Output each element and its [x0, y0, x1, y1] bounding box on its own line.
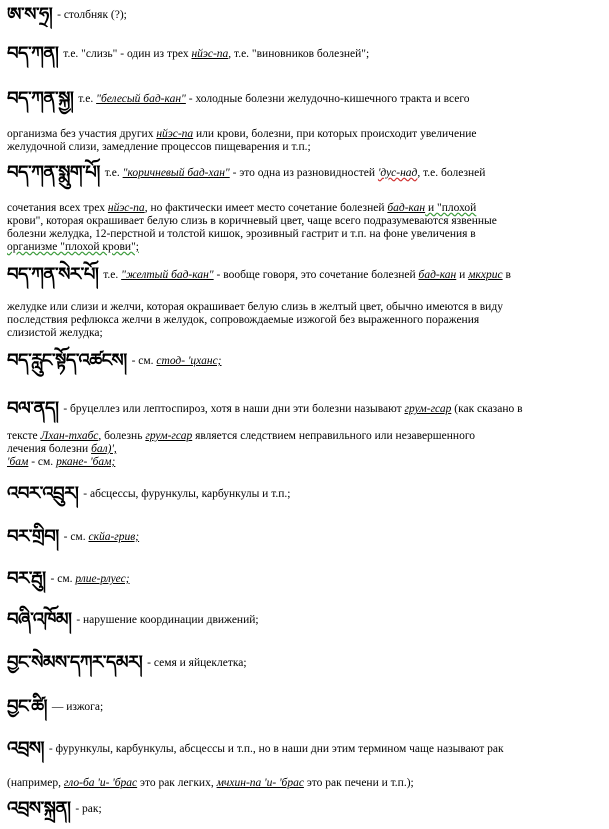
continuation-line: [7, 314, 607, 328]
entry-bar-grib: [7, 526, 140, 547]
tibetan-term: བཞི་འཁོམ།: [7, 609, 72, 630]
definition-text: - рак;: [72, 803, 102, 815]
entry-badkan-mug: [7, 162, 486, 183]
text-segment: (например,: [7, 777, 64, 789]
text-segment: желудке или слизи и желчи, которая окрашивает белую слизь в желтый цвет, обычно имеются в виду: [7, 301, 503, 313]
definition-text: т.е.: [100, 269, 122, 281]
continuation-line: [7, 327, 607, 341]
tibetan-term: བྱང་ཚི།: [7, 696, 48, 717]
definition-text: - холодные болезни желудочно-кишечного тракта и всего: [185, 93, 470, 105]
entry-bar-rbu: [7, 568, 130, 589]
entry-bzhi-khom: [7, 609, 259, 630]
term-mkhris: мкхрис: [468, 269, 503, 281]
entry-badkan: [7, 43, 370, 64]
definition-text: , т.е. болезней: [417, 167, 486, 179]
tibetan-term: ཨ་ས་ཧྲ།: [7, 4, 53, 25]
definition-text: - столбняк (?);: [54, 9, 127, 21]
term-mchin-pa-bras: мчхин-па 'и- 'брас: [216, 777, 304, 789]
tibetan-term: བལ་ནད།: [7, 398, 59, 419]
tibetan-term: བད་ཀན་སྨུག་པོ།: [7, 162, 100, 183]
term-grum-gsar: грум-гсар: [145, 430, 193, 442]
entry-badkan-kya: [7, 88, 470, 109]
tibetan-term: བྱང་སེམས་དཀར་དམར།: [7, 652, 143, 673]
tibetan-term: བར་རྦུ།: [7, 568, 46, 589]
tibetan-term: འབྲས་སྐྲན།: [7, 798, 71, 819]
tibetan-term: བད་རླུང་སྟོད་འཚངས།: [7, 350, 127, 371]
term-dus-nad: 'дус-над: [377, 167, 418, 179]
definition-text: - бруцеллез или лептоспироз, хотя в наши дни эти болезни называют: [60, 403, 405, 415]
entry-stolbnyak: [7, 4, 127, 25]
term-rkane-bam: ркане- 'бам;: [56, 456, 116, 468]
text-segment: организма без участия других: [7, 128, 157, 140]
definition-text: - см.: [47, 573, 76, 585]
term-grum-gsar: грум-гсар: [404, 403, 452, 415]
text-segment: является следствием неправильного или незавершенного: [192, 430, 476, 442]
term-korichn-badhan: "коричневый бад-хан": [122, 167, 230, 179]
term-rlie-rlues: рлие-рлуес;: [75, 573, 130, 585]
text-segment: организме "плохой крови";: [7, 241, 139, 253]
definition-text: - вообще говоря, это сочетание болезней: [213, 269, 419, 281]
text-segment: , но фактически имеет место сочетание болезней: [144, 202, 388, 214]
term-beles-badkan: "белесый бад-кан": [96, 93, 186, 105]
definition-text: в: [502, 269, 511, 281]
term-glo-ba-bras: гло-ба 'и- 'брас: [63, 777, 138, 789]
text-segment: тексте: [7, 430, 41, 442]
term-nyespa: нйэс-па: [107, 202, 145, 214]
text-segment: болезни желудка, 12-перстной и толстой кишок, эрозивный гастрит и т.п. на фоне увеличения в: [7, 228, 476, 240]
term-badkan: бад-кан: [387, 202, 426, 214]
entry-byang-tshi: [7, 696, 104, 717]
tibetan-term: འབར་འབྲུར།: [7, 483, 79, 504]
continuation-line: [7, 228, 607, 242]
continuation-line: [7, 128, 607, 142]
definition-text: т.е. "слизь" - один из трех: [60, 48, 192, 60]
continuation-line: [7, 430, 607, 444]
term-bal: бал)',: [91, 443, 117, 455]
definition-text: т.е.: [75, 93, 97, 105]
definition-text: — изжога;: [49, 701, 104, 713]
continuation-line: [7, 202, 607, 216]
definition-text: - нарушение координации движений;: [73, 614, 259, 626]
entry-bras-skran: [7, 798, 102, 819]
tibetan-term: བར་གྲིབ།: [7, 526, 59, 547]
definition-text: т.е.: [101, 167, 123, 179]
tibetan-term: བད་ཀན་སྐྱ།: [7, 88, 74, 109]
continuation-line: [7, 301, 607, 315]
definition-text: - см.: [60, 531, 89, 543]
tibetan-term: བད་ཀན་སེར་པོ།: [7, 264, 99, 285]
tibetan-term: བད་ཀན།: [7, 43, 59, 64]
term-bam: 'бам: [7, 456, 29, 468]
definition-text: - это одна из разновидностей: [229, 167, 378, 179]
continuation-line: [7, 215, 607, 229]
continuation-line: [7, 241, 607, 255]
definition-text: , т.е. "виновников болезней";: [228, 48, 370, 60]
continuation-line: [7, 443, 607, 457]
continuation-line: [7, 777, 607, 791]
text-segment: слизистой желудка;: [7, 327, 103, 339]
text-segment: или крови, болезни, при которых происходит увеличение: [193, 128, 477, 140]
text-segment: сочетания всех трех: [7, 202, 108, 214]
text-segment: последствия рефлюкса желчи в желудок, сопровождаемые изжогой без выраженного поражения: [7, 314, 480, 326]
continuation-line: [7, 141, 607, 155]
continuation-line: [7, 456, 607, 470]
text-segment: лечения болезни: [7, 443, 92, 455]
entry-bal-nad: [7, 398, 523, 419]
term-badkan: бад-кан: [418, 269, 457, 281]
term-nyespa: нйэс-па: [156, 128, 194, 140]
entry-bar-brur: [7, 483, 291, 504]
entry-bras: [7, 738, 504, 759]
tibetan-term: འབྲས།: [7, 738, 45, 759]
text-segment: и "плохой: [425, 202, 477, 214]
definition-text: и: [456, 269, 469, 281]
entry-badkan-ser: [7, 264, 511, 285]
definition-text: - абсцессы, фурункулы, карбункулы и т.п.;: [80, 488, 291, 500]
text-segment: это рак печени и т.п.);: [303, 777, 414, 789]
term-nyespa: нйэс-па: [191, 48, 229, 60]
text-segment: , болезнь: [98, 430, 146, 442]
text-segment: желудочной слизи, замедление процессов пищеварения и т.п.;: [7, 141, 311, 153]
text-segment: это рак легких,: [137, 777, 217, 789]
term-stod-tshans: стод- 'цханс;: [156, 355, 222, 367]
definition-text: (как сказано в: [451, 403, 523, 415]
term-zhelt-badkan: "желтый бад-кан": [121, 269, 214, 281]
text-segment: - см.: [28, 456, 57, 468]
definition-text: - см.: [128, 355, 157, 367]
definition-text: - семя и яйцеклетка;: [144, 657, 247, 669]
text-segment: крови", которая окрашивает белую слизь в коричневый цвет, чаще всего подразумеваются язвенные: [7, 215, 497, 227]
entry-byang-sems: [7, 652, 247, 673]
entry-badlung-tod: [7, 350, 222, 371]
term-skya-grib: скйа-грив;: [88, 531, 140, 543]
definition-text: - фурункулы, карбункулы, абсцессы и т.п., но в наши дни этим термином чаще называют рак: [46, 743, 504, 755]
term-lkhan-thabs: Лхан-тхабс: [40, 430, 99, 442]
